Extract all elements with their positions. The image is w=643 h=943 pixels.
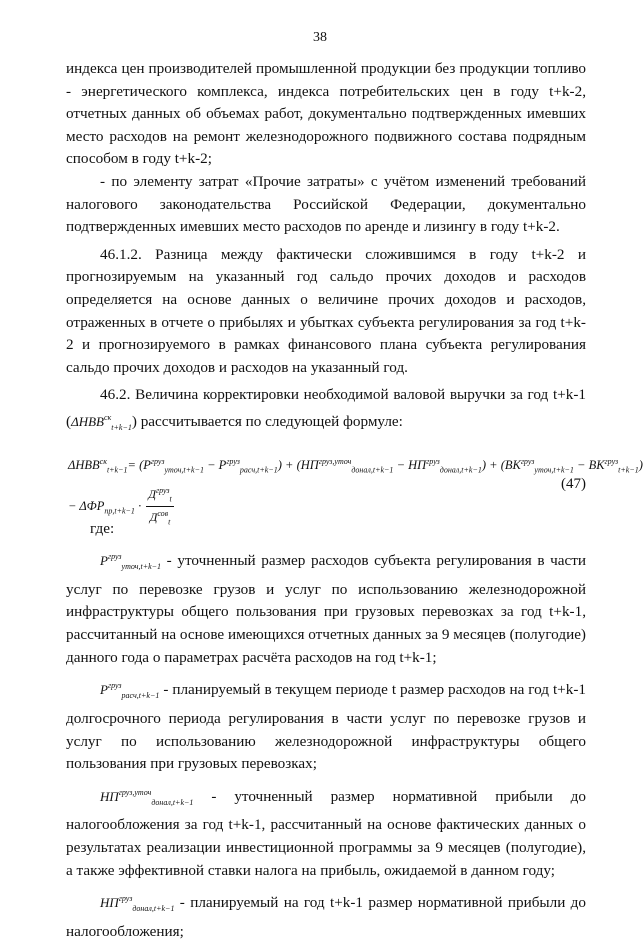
formula-line-1: $\Delta НВВ^{ск}_{t+k-1}= (P^{груз}_{уточ,t+k-1} - P^{груз}_{расч,t+k-1}) + (НП^{груз,уточ}_{донал,t+k-1} - НП^{груз}_{донал,t+k-1}) + (ВК^{груз}_{уточ,t+k-1} - ВК^{груз}_{t+k-1})$ bbox=[68, 456, 643, 475]
paragraph-3: 46.1.2. Разница между фактически сложившимся в году t+k-2 и прогнозируемым на указанный год сальдо прочих доходов и расходов определяется на основе данных о величине прочих доходов и расходов, отраженных в отчете о прибылях и убытках субъекта регулирования за год t+k-2 и прогнозируемого в рамках финансового плана субъекта регулирования сальдо прочих доходов и расходов на указанный год. bbox=[66, 245, 586, 376]
paragraph-1: индекса цен производителей промышленной продукции без продукции топливо - энергетического комплекса, индекса потребительских цен в году t+k-2, отчетных данных об объемах работ, документально подтвержденных имевших место расходов на ремонт железнодорожного подвижного состава подрядным способом в году t+k-2; bbox=[66, 60, 586, 168]
paragraph-4-var-sub: t+k−1 bbox=[111, 423, 132, 432]
definition-3: $НП^{груз,уточ}_{донал,t+k-1}$ - уточненный размер нормативной прибыли до налогообложения за год t+k-1, рассчитанный на основе фактических данных о результатах реализации инвестиционной программы за 9 месяцев (полугодие), а также эффективной ставки налога на прибыль, ожидаемой в данном году; bbox=[66, 787, 586, 879]
formula-fraction: $\frac{Д^{груз}_t}{Д^{сов}_t}$ bbox=[148, 485, 172, 527]
paragraph-4 bbox=[66, 384, 586, 439]
definition-1: $P^{груз}_{уточ,t+k-1}$ - уточненный размер расходов субъекта регулирования в части услуг по перевозке грузов и услуг по использованию железнодорожной инфраструктуры общего пользования при грузовых перевозках за год t+k-1, рассчитанный на основе имеющихся отчетных данных за 9 месяцев (полугодие) данного года о параметрах расчёта расходов на год t+k-1; bbox=[66, 552, 586, 666]
formula-number: (47) bbox=[561, 475, 586, 492]
page-number: 38 bbox=[313, 30, 327, 45]
paragraph-2: - по элементу затрат «Прочие затраты» с учётом изменений требований налогового законодательства Российской Федерации, документально подтвержденных имевших место расходов по аренде и лизингу в году t+k-2. bbox=[66, 172, 586, 236]
paragraph-4-end: ) рассчитывается по следующей формуле: bbox=[131, 412, 403, 430]
paragraph-4-var-sup: ск bbox=[103, 412, 112, 422]
paragraph-4-start: 46.2. Величина корректировки необходимой валовой выручки за год t+k-1 ( bbox=[66, 386, 586, 430]
paragraph-4-var: ΔНВВ bbox=[71, 413, 104, 429]
page-content bbox=[66, 58, 643, 943]
formula-line-2: − $\Delta ФР_{пр,t+k-1}$ · $\frac{Д^{груз}_t}{Д^{сов}_t}$ bbox=[68, 484, 174, 530]
where-label: где: bbox=[90, 519, 115, 537]
definition-4: $НП^{груз}_{донал,t+k-1}$ - планируемый на год t+k-1 размер нормативной прибыли до налогообложения; bbox=[66, 894, 586, 940]
definition-2: $P^{груз}_{расч,t+k-1}$ - планируемый в текущем периоде t размер расходов на год t+k-1 долгосрочного периода регулирования в части услуг по перевозке грузов и услуг по использованию железнодорожной инфраструктуры общего пользования при грузовых перевозках; bbox=[66, 681, 586, 773]
formula-47 bbox=[66, 448, 643, 527]
